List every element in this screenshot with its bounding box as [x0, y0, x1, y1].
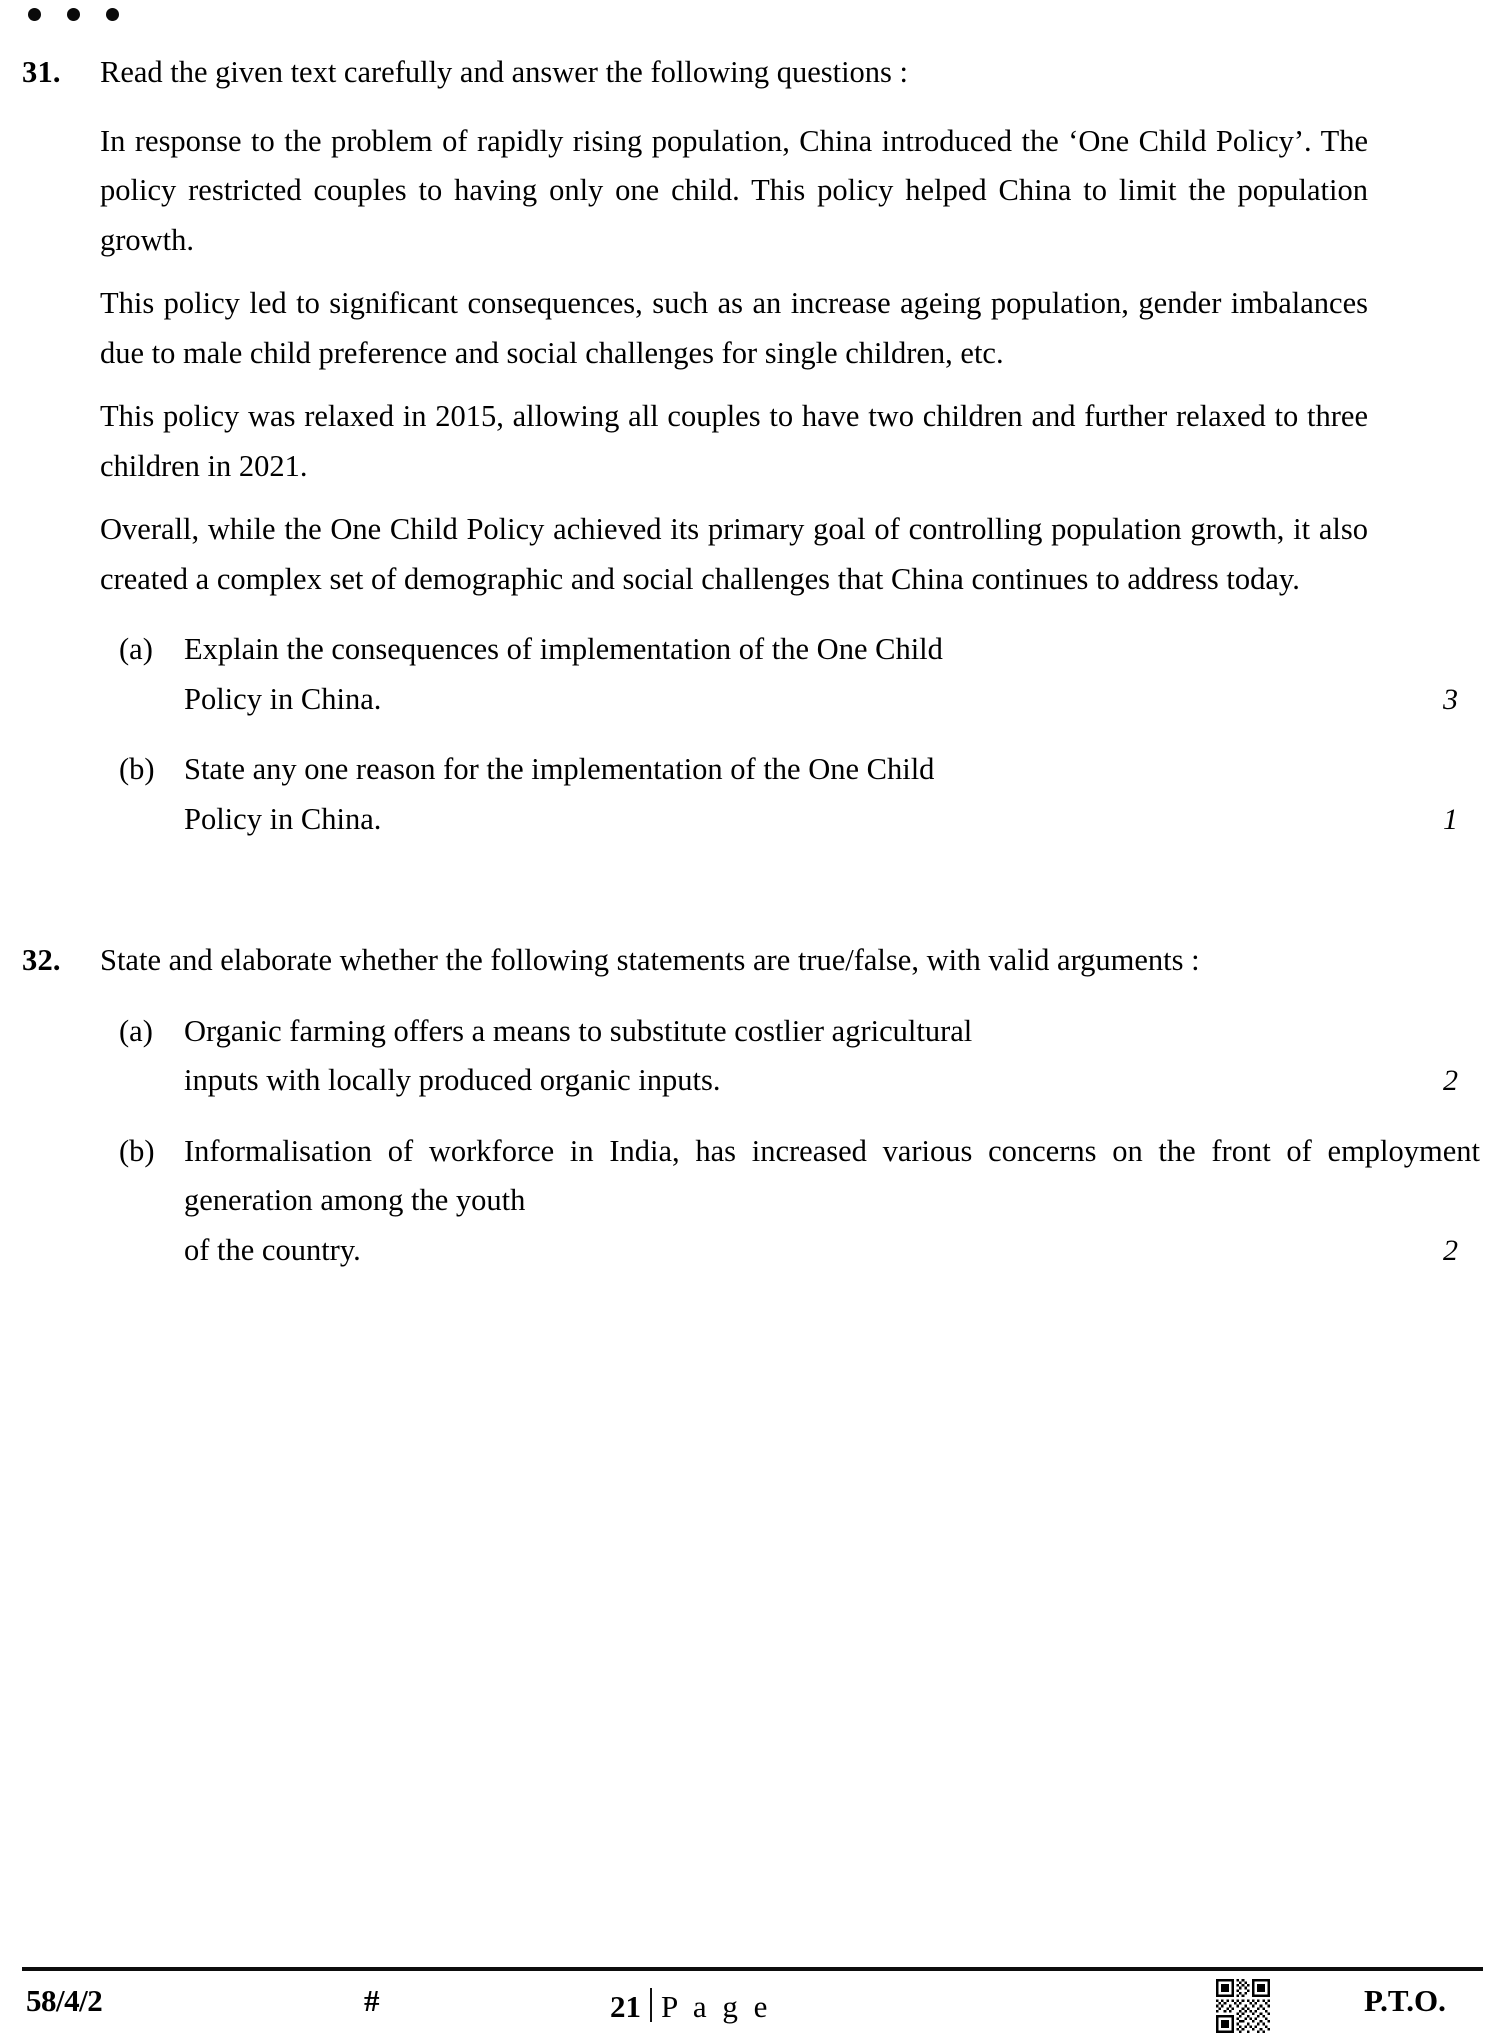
question-32: [0, 936, 1505, 1275]
question-31-passage-3: This policy was relaxed in 2015, allowing all couples to have two children and further relaxed to three children in 2021.: [100, 399, 1368, 483]
question-32-part-a-text-wrap: [184, 1007, 1480, 1106]
question-31-part-a-text-wrap: [184, 625, 1480, 724]
question-32-part-b: [100, 1127, 1480, 1276]
question-32-part-a-marks: 2: [1443, 1064, 1458, 1097]
footer-divider: [22, 1967, 1483, 1971]
dot-3: [106, 8, 119, 21]
question-31-part-b-text-wrap: [184, 745, 1480, 844]
question-32-part-a-label: (a): [119, 1013, 153, 1048]
question-spacer: [0, 844, 1505, 936]
page-indicator: [610, 1983, 771, 2025]
question-32-part-b-marks: 2: [1443, 1233, 1458, 1267]
question-31-part-b-tail: Policy in China.: [184, 801, 382, 836]
hash-mark: #: [364, 1983, 380, 2018]
question-31-part-b-marks: 1: [1443, 802, 1458, 836]
question-32-stem: State and elaborate whether the following statements are true/false, with valid arguments :: [100, 943, 1200, 977]
question-32-part-b-text: Informalisation of workforce in India, has increased various concerns on the front of employment generation among the youth: [184, 1133, 1480, 1217]
question-31-part-a-tail: Policy in China.: [184, 681, 382, 716]
question-32-number: 32.: [22, 943, 61, 977]
page-separator-rule: [650, 1988, 652, 2022]
question-31-passage-2: This policy led to significant consequences, such as an increase ageing population, gender imbalances due to male child preference and social challenges for single children, etc.: [100, 286, 1368, 370]
question-31-part-a-label: (a): [119, 632, 153, 666]
page-number: 21: [610, 1989, 641, 2024]
question-31-passage-1: In response to the problem of rapidly rising population, China introduced the ‘One Child Policy’. The policy restricted couples to having only one child. This policy helped China to limit the population growth.: [100, 123, 1368, 257]
question-31-part-a-marks: 3: [1443, 682, 1458, 716]
question-32-part-a: [100, 1007, 1480, 1106]
question-32-part-a-tail: inputs with locally produced organic inputs.: [184, 1063, 721, 1097]
question-32-body: [100, 936, 1480, 1275]
question-31-number: 31.: [22, 55, 61, 89]
pto-label: P.T.O.: [1364, 1983, 1446, 2018]
question-31-part-b-text: State any one reason for the implementation of the One Child: [184, 752, 935, 786]
dot-1: [28, 8, 41, 21]
page-content: [0, 48, 1505, 1275]
question-32-part-b-label: (b): [119, 1133, 155, 1168]
page-footer: [0, 1981, 1505, 2034]
paper-code: 58/4/2: [26, 1983, 103, 2018]
question-32-part-b-text-wrap: [184, 1127, 1480, 1276]
question-31-stem: Read the given text carefully and answer the following questions :: [100, 55, 909, 89]
top-dots-decoration: [28, 8, 119, 21]
page-label: P a g e: [661, 1989, 772, 2024]
question-31-part-b: [100, 745, 1480, 844]
qr-code-icon: [1216, 1979, 1270, 2033]
question-31: [0, 48, 1505, 844]
question-32-part-b-tail: of the country.: [184, 1232, 361, 1267]
question-31-part-a: [100, 625, 1480, 724]
question-31-body: [100, 48, 1480, 844]
dot-2: [67, 8, 80, 21]
question-31-part-b-label: (b): [119, 752, 155, 786]
question-31-part-a-text: Explain the consequences of implementation of the One Child: [184, 632, 943, 666]
question-32-part-a-text: Organic farming offers a means to substitute costlier agricultural: [184, 1013, 973, 1048]
question-31-passage-4: Overall, while the One Child Policy achieved its primary goal of controlling population growth, it also created a complex set of demographic and social challenges that China continues to address today.: [100, 512, 1368, 596]
